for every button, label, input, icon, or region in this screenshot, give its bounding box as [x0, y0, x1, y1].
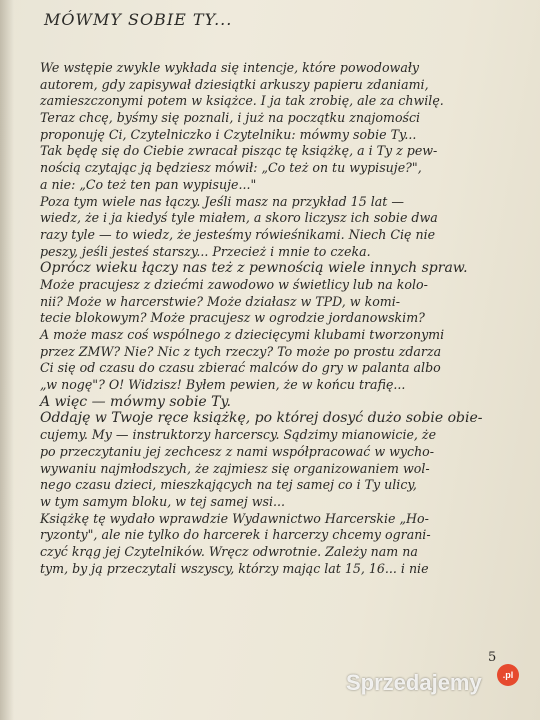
- body-text: [40, 60, 500, 577]
- text-line: tecie blokowym? Może pracujesz w ogrodzie jordanowskim?: [40, 310, 425, 326]
- text-line: przez ZMW? Nie? Nic z tych rzeczy? To może po prostu zdarza: [40, 343, 442, 359]
- binding-shadow: [0, 0, 14, 720]
- text-line: Ci się od czasu do czasu zbierać malców do gry w palanta albo: [40, 360, 441, 376]
- text-line: wiedz, że i ja kiedyś tyle miałem, a skoro liczysz ich sobie dwa: [40, 210, 438, 226]
- text-line: Tak będę się do Ciebie zwracał pisząc tę książkę, a i Ty z pew-: [40, 143, 438, 159]
- text-line: w tym samym bloku, w tej samej wsi...: [40, 493, 286, 509]
- text-line: nością czytając ją będziesz mówił: „Co też on tu wypisuje?",: [40, 160, 422, 176]
- text-line: Teraz chcę, byśmy się poznali, i już na początku znajomości: [40, 110, 421, 126]
- page-number: 5: [488, 650, 497, 665]
- text-line: A może masz coś wspólnego z dziecięcymi klubami tworzonymi: [40, 327, 445, 342]
- text-line: Oprócz wieku łączy nas też z pewnością wiele innych spraw.: [40, 260, 468, 277]
- text-line: po przeczytaniu jej zechcesz z nami współpracować w wycho-: [40, 443, 435, 459]
- text-line: a nie: „Co też ten pan wypisuje...": [40, 176, 257, 192]
- text-line: nii? Może w harcerstwie? Może działasz w TPD, w komi-: [40, 293, 401, 309]
- text-line: cujemy. My — instruktorzy harcerscy. Sądzimy mianowicie, że: [40, 427, 437, 443]
- text-line: tym, by ją przeczytali wszyscy, którzy mając lat 15, 16... i nie: [40, 560, 429, 576]
- text-line: ryzonty", ale nie tylko do harcerek i harcerzy chcemy ograni-: [40, 527, 431, 543]
- text-line: Książkę tę wydało wprawdzie Wydawnictwo Harcerskie „Ho-: [40, 510, 429, 526]
- text-line: Oddaję w Twoje ręce książkę, po której dosyć dużo sobie obie-: [40, 410, 483, 427]
- watermark-logo: Sprzedajemy: [346, 670, 482, 695]
- text-line: proponuję Ci, Czytelniczko i Czytelniku: mówmy sobie Ty...: [40, 126, 417, 142]
- text-line: peszy, jeśli jesteś starszy... Przecież i mnie to czeka.: [40, 243, 371, 259]
- text-line: wywaniu najmłodszych, że zajmiesz się organizowaniem wol-: [40, 460, 430, 476]
- text-line: razy tyle — to wiedz, że jesteśmy rówieśnikami. Niech Cię nie: [40, 226, 436, 242]
- text-line: A więc — mówmy sobie Ty.: [40, 393, 231, 410]
- chapter-heading: MÓWMY SOBIE TY...: [44, 10, 233, 29]
- text-line: „w nogę"? O! Widzisz! Byłem pewien, że w końcu trafię...: [40, 377, 406, 393]
- text-line: Poza tym wiele nas łączy. Jeśli masz na przykład 15 lat —: [40, 193, 404, 209]
- text-line: zamieszczonymi potem w książce. I ja tak zrobię, ale za chwilę.: [40, 93, 444, 109]
- text-line: autorem, gdy zapisywał dziesiątki arkuszy papieru zdaniami,: [40, 76, 429, 92]
- watermark-badge: .pl: [497, 664, 519, 686]
- text-line: nego czasu dzieci, mieszkających na tej samej co i Ty ulicy,: [40, 477, 417, 493]
- text-line: czyć krąg jej Czytelników. Wręcz odwrotnie. Zależy nam na: [40, 543, 418, 559]
- text-line: We wstępie zwykle wykłada się intencje, które powodowały: [40, 60, 420, 75]
- text-line: Może pracujesz z dziećmi zawodowo w świetlicy lub na kolo-: [40, 276, 428, 292]
